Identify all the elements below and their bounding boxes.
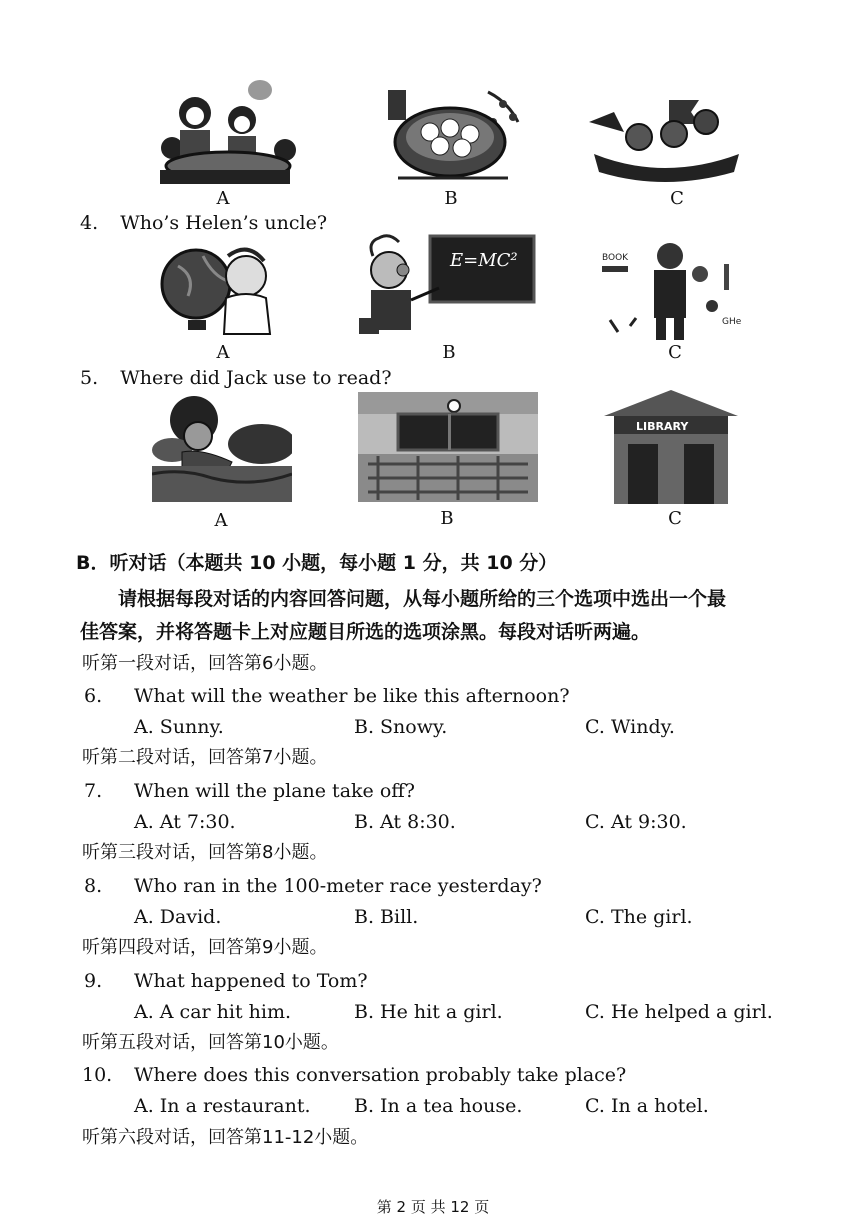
image-boy-reading-outdoors [152,392,292,502]
image-science-teacher [355,232,537,338]
question-6 [84,684,102,708]
dialogue-prompt-3: 听第三段对话，回答第8小题。 [82,842,328,863]
image-family-dinner [150,78,300,186]
image-chemist [600,236,750,342]
question-number: 5. [80,367,99,389]
row1-caption-c: C [670,188,684,209]
dialogue-prompt-2: 听第二段对话，回答第7小题。 [82,747,328,768]
question-text: Who’s Helen’s uncle? [120,212,328,234]
q4-caption-a: A [216,342,230,363]
question-number: 10. [82,1064,113,1086]
question-10-text: Where does this conversation probably take place? [134,1064,627,1086]
question-4 [80,211,327,235]
question-7-option-a: A. At 7:30. [134,811,236,833]
question-7-option-c: C. At 9:30. [585,811,687,833]
page-number-footer: 第 2 页 共 12 页 [376,1198,490,1216]
question-7-text: When will the plane take off? [134,780,415,802]
question-8-option-c: C. The girl. [585,906,693,928]
question-8-text: Who ran in the 100-meter race yesterday? [134,875,542,897]
blackboard-formula: E=MC² [450,250,518,271]
question-9 [84,969,102,993]
library-sign: LIBRARY [636,420,689,433]
question-10-option-c: C. In a hotel. [585,1095,709,1117]
question-8 [84,874,102,898]
row1-caption-b: B [444,188,458,209]
question-10 [82,1063,112,1087]
q5-caption-a: A [214,510,228,531]
image-dragon-boat [584,92,744,188]
section-b-instruction-line2: 佳答案，并将答题卡上对应题目所选的选项涂黑。每段对话听两遍。 [80,621,651,643]
question-5 [80,366,392,390]
question-text: Where did Jack use to read? [120,367,392,389]
label-book: BOOK [602,253,629,263]
question-7-option-b: B. At 8:30. [354,811,456,833]
question-number: 9. [84,970,103,992]
q5-caption-c: C [668,508,682,529]
dialogue-prompt-4: 听第四段对话，回答第9小题。 [82,937,328,958]
section-b-heading: B．听对话（本题共 10 小题，每小题 1 分，共 10 分） [76,552,558,574]
question-number: 4. [80,212,99,234]
dialogue-prompt-6: 听第六段对话，回答第11-12小题。 [82,1127,369,1148]
question-6-option-b: B. Snowy. [354,716,448,738]
row1-caption-a: A [216,188,230,209]
dialogue-prompt-1: 听第一段对话，回答第6小题。 [82,653,328,674]
question-9-option-b: B. He hit a girl. [354,1001,503,1023]
question-number: 6. [84,685,103,707]
dialogue-prompt-5: 听第五段对话，回答第10小题。 [82,1032,339,1053]
section-b-instruction-line1: 请根据每段对话的内容回答问题，从每小题所给的三个选项中选出一个最 [118,588,727,610]
question-6-option-c: C. Windy. [585,716,675,738]
q5-caption-b: B [440,508,454,529]
question-10-option-b: B. In a tea house. [354,1095,523,1117]
image-classroom [358,392,538,502]
image-globe-man [158,236,278,338]
question-6-text: What will the weather be like this afternoon? [134,685,570,707]
label-ghe: GHe [722,317,742,327]
question-7 [84,779,102,803]
image-library-building [600,388,742,504]
question-9-option-a: A. A car hit him. [134,1001,292,1023]
question-8-option-a: A. David. [134,906,222,928]
q4-caption-b: B [442,342,456,363]
image-tangyuan-bowl [378,82,528,186]
question-9-text: What happened to Tom? [134,970,368,992]
question-8-option-b: B. Bill. [354,906,419,928]
question-9-option-c: C. He helped a girl. [585,1001,773,1023]
question-6-option-a: A. Sunny. [134,716,224,738]
q4-caption-c: C [668,342,682,363]
question-10-option-a: A. In a restaurant. [134,1095,311,1117]
question-number: 7. [84,780,103,802]
question-number: 8. [84,875,103,897]
